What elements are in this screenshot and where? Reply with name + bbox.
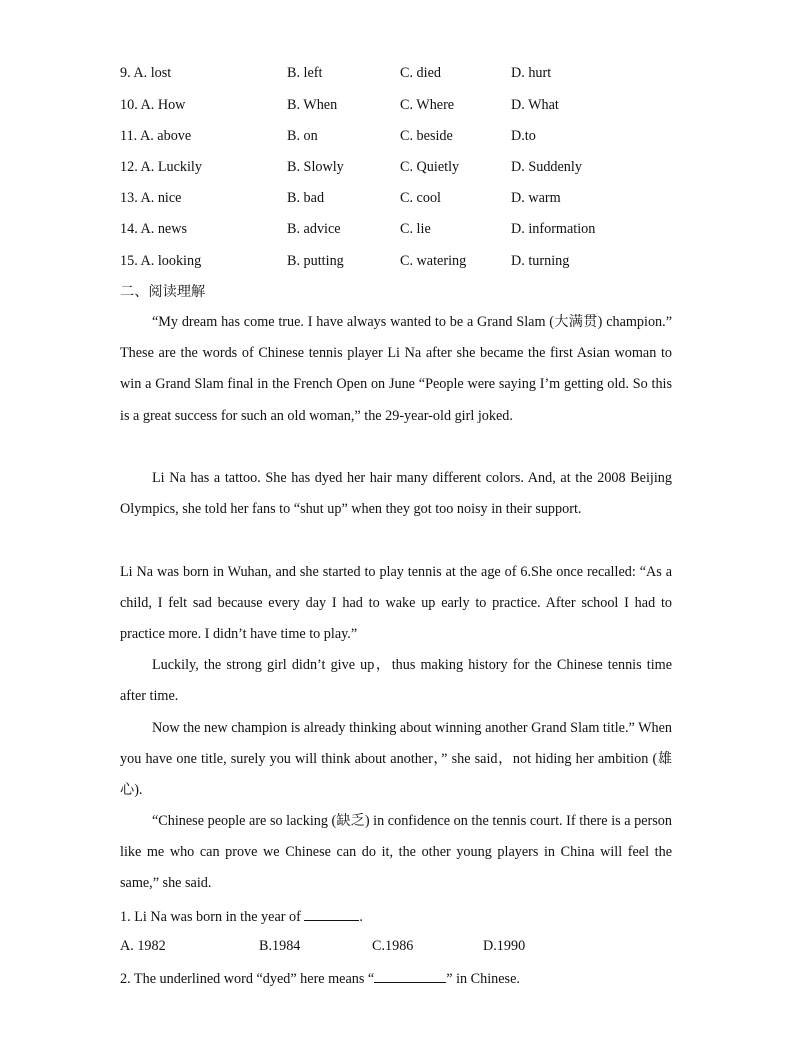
question-2-stem-end: ” in Chinese. — [446, 971, 520, 987]
option-b: B. Slowly — [287, 159, 344, 175]
option-b: B. putting — [287, 253, 344, 269]
passage-paragraph-2: Li Na has a tattoo. She has dyed her hair many different colors. And, at the 2008 Beijing Olympics, she told her fans to “shut up” when they got too noisy in their support. — [120, 470, 672, 518]
passage-paragraph-4: Luckily, the strong girl didn’t give up，thus making history for the Chinese tennis time after time. — [120, 657, 672, 705]
option-d: D. warm — [511, 190, 561, 206]
option-d: D. turning — [511, 253, 570, 269]
option-d: D. Suddenly — [511, 159, 582, 175]
option-c: C. cool — [400, 190, 441, 206]
question-1-stem: 1. Li Na was born in the year of — [120, 909, 305, 925]
option-b: B. on — [287, 128, 318, 144]
option-b: B. left — [287, 65, 323, 81]
answer-blank[interactable] — [304, 906, 359, 921]
option-c: C. Where — [400, 97, 455, 113]
passage-paragraph-5: Now the new champion is already thinking about winning another Grand Slam title.” When you have one title, surely you will think about another，” she said，not hiding her ambition (雄心). — [120, 720, 672, 799]
passage-paragraph-6: “Chinese people are so lacking (缺乏) in confidence on the tennis court. If there is a person like me who can prove we Chinese can do it, the other young players in China will feel the same,” she said. — [120, 813, 672, 892]
q1-option-b: B.1984 — [259, 938, 301, 954]
passage-paragraph-1: “My dream has come true. I have always wanted to be a Grand Slam (大满贯) champion.” These are the words of Chinese tennis player Li Na after she became the first Asian woman to win a Grand Slam final in the French Open on June “People were saying I’m getting old. So this is a great success for such an old woman,” the 29-year-old girl joked. — [120, 314, 672, 424]
option-a: 10. A. How — [120, 97, 186, 113]
passage-paragraph-3: Li Na was born in Wuhan, and she started to play tennis at the age of 6.She once recalled: “As a child, I felt sad because every day I had to wake up early to practice. After school I had to practice more. I didn’t have time to play.” — [120, 564, 672, 643]
section-title: 二、阅读理解 — [120, 284, 206, 300]
answer-blank[interactable] — [374, 968, 446, 983]
option-a: 11. A. above — [120, 128, 192, 144]
question-1-stem-end: . — [359, 909, 363, 925]
option-d: D. information — [511, 221, 596, 237]
option-a: 13. A. nice — [120, 190, 182, 206]
q1-option-c: C.1986 — [372, 938, 414, 954]
question-2-stem: 2. The underlined word “dyed” here means “ — [120, 971, 375, 987]
option-a: 12. A. Luckily — [120, 159, 202, 175]
option-a: 14. A. news — [120, 221, 187, 237]
option-c: C. Quietly — [400, 159, 460, 175]
q1-option-a: A. 1982 — [120, 938, 166, 954]
option-b: B. bad — [287, 190, 325, 206]
option-d: D. What — [511, 97, 559, 113]
option-c: C. beside — [400, 128, 453, 144]
question-1 — [120, 906, 363, 927]
option-b: B. When — [287, 97, 338, 113]
q1-option-d: D.1990 — [483, 938, 526, 954]
option-d: D.to — [511, 128, 536, 144]
option-a: 15. A. looking — [120, 253, 202, 269]
option-d: D. hurt — [511, 65, 552, 81]
question-1-options — [120, 936, 680, 956]
question-2 — [120, 968, 520, 989]
option-b: B. advice — [287, 221, 341, 237]
option-c: C. lie — [400, 221, 431, 237]
option-a: 9. A. lost — [120, 65, 172, 81]
option-c: C. watering — [400, 253, 467, 269]
option-c: C. died — [400, 65, 441, 81]
